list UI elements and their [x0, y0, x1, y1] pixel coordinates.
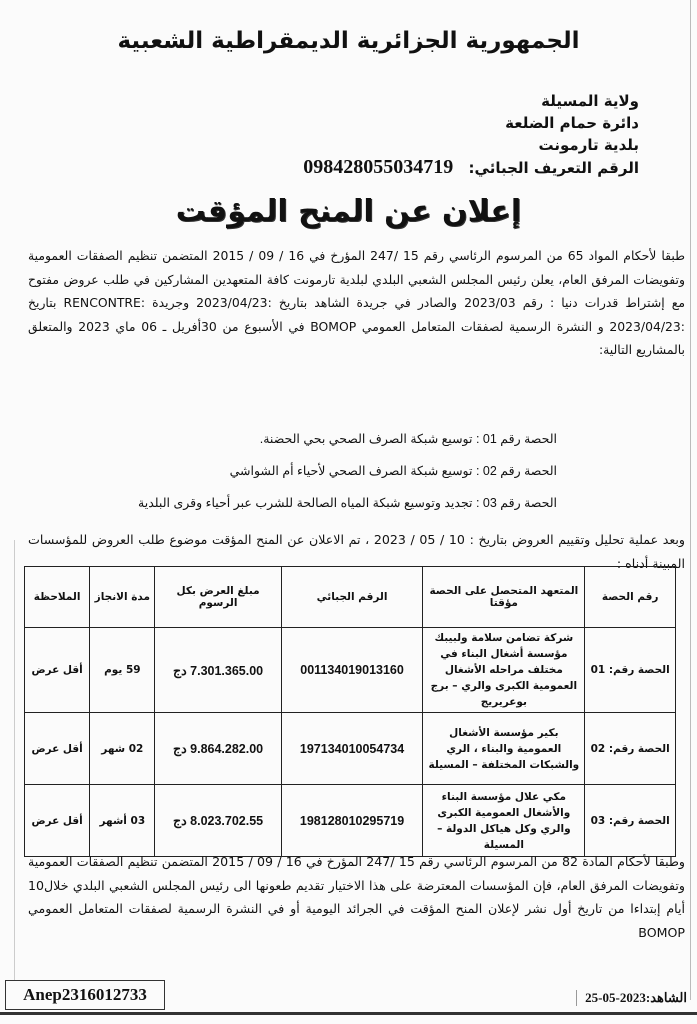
duration-cell: 02 شهر — [90, 713, 155, 785]
republic-heading: الجمهورية الجزائرية الديمقراطية الشعبية — [117, 28, 580, 54]
amount-cell: 7.301.365.00 دج — [155, 628, 281, 713]
page-edge — [690, 0, 691, 1000]
evaluation-paragraph: وبعد عملية تحليل وتقييم العروض بتاريخ : 10 / 05 / 2023 ، تم الاعلان عن المنح المؤقت موضوع طلب العروض للمؤسسات المبينة أدناه : — [28, 532, 685, 571]
tax-id-cell: 001134019013160 — [281, 628, 423, 713]
tax-id-cell: 198128010295719 — [281, 785, 423, 857]
col-lot: رقم الحصة — [585, 567, 676, 628]
lot-item: الحصة رقم 03 : تجديد وتوسيع شبكة المياه الصالحة للشرب عبر أحياء وقرى البلدية — [138, 496, 557, 510]
intro-paragraph: طبقا لأحكام المواد 65 من المرسوم الرئاسي رقم 15 /247 المؤرخ في 16 / 09 / 2015 المتضمن تنظيم الصفقات العمومية وتفويضات المرفق العام، يعلن رئيس المجلس الشعبي البلدي لبلدية تارمونت كافة المتعهدين المشاركين في طلب عروض مفتوح مع إشتراط قدرات دنيا : رقم 2023/03 والصادر في جريدة الشاهد بتاريخ :2023/04/23 وجريدة :RENCONTRE بتاريخ :2023/04/23 و النشرة الرسمية لصفقات المتعامل العمومي BOMOP في الأسبوع من 30أفريل ـ 06 ماي 2023 والمتعلق بالمشاريع التالية: — [28, 248, 685, 357]
contractor-cell: شركة تضامن سلامة ولبيبك مؤسسة أشغال البناء في مختلف مراحله الأشغال العمومية الكبرى والري – برج بوعريريج — [423, 628, 585, 713]
note-cell: أقل عرض — [25, 628, 90, 713]
lot-cell: الحصة رقم: 01 — [585, 628, 676, 713]
table-row — [25, 713, 676, 785]
contractor-cell: بكير مؤسسة الأشغال العمومية والبناء ، الري والشبكات المختلفة – المسيلة — [423, 713, 585, 785]
bottom-rule — [0, 1012, 697, 1015]
duration-cell: 59 يوم — [90, 628, 155, 713]
tax-id-line — [303, 156, 639, 179]
tax-id-value: 098428055034719 — [303, 156, 454, 178]
baladiya-line: بلدية تارمونت — [538, 136, 639, 154]
tax-id-label: الرقم التعريف الجبائي: — [468, 159, 639, 177]
announcement-title: إعلان عن المنح المؤقت — [175, 194, 522, 229]
newspaper-date: الشاهد:2023-05-25 — [576, 990, 687, 1006]
award-table — [24, 566, 676, 857]
appeal-paragraph: وطبقا لأحكام المادة 82 من المرسوم الرئاسي رقم 15 /247 المؤرخ في 16 / 09 / 2015 المتضمن تنظيم الصفقات العمومية وتفويضات المرفق العام، فإن المؤسسات المعترضة على هذا الاختيار تقديم طعونها الى رئيس المجلس الشعبي البلدي خلال10 أيام إبتداءا من تاريخ أول نشر لإعلان المنح المؤقت في الجرائد اليومية أو في النشرة الرسمية لصفقات المتعامل العمومي BOMOP — [28, 854, 686, 940]
lot-item: الحصة رقم 01 : توسيع شبكة الصرف الصحي بحي الحضنة. — [259, 432, 557, 446]
daira-line: دائرة حمام الضلعة — [505, 114, 639, 132]
col-amount: مبلغ العرض بكل الرسوم — [155, 567, 281, 628]
col-note: الملاحظة — [25, 567, 90, 628]
anep-reference: Anep2316012733 — [5, 980, 165, 1010]
amount-cell: 8.023.702.55 دج — [155, 785, 281, 857]
table-row — [25, 628, 676, 713]
page-edge — [14, 540, 15, 980]
note-cell: أقل عرض — [25, 713, 90, 785]
col-duration: مدة الانجاز — [90, 567, 155, 628]
col-contractor: المتعهد المتحصل على الحصة مؤقتا — [423, 567, 585, 628]
note-cell: أقل عرض — [25, 785, 90, 857]
lot-cell: الحصة رقم: 02 — [585, 713, 676, 785]
duration-cell: 03 أشهر — [90, 785, 155, 857]
lot-item: الحصة رقم 02 : توسيع شبكة الصرف الصحي لأحياء أم الشواشي — [229, 464, 557, 478]
issuer-block — [303, 90, 639, 179]
amount-cell: 9.864.282.00 دج — [155, 713, 281, 785]
wilaya-line: ولاية المسيلة — [541, 92, 639, 110]
lot-cell: الحصة رقم: 03 — [585, 785, 676, 857]
contractor-cell: مكي علال مؤسسة البناء والأشغال العمومية الكبرى والري وكل هياكل الدولة – المسيلة — [423, 785, 585, 857]
lots-list — [138, 423, 557, 519]
table-row — [25, 785, 676, 857]
table-header-row — [25, 567, 676, 628]
tax-id-cell: 197134010054734 — [281, 713, 423, 785]
col-tax-id: الرقم الجبائي — [281, 567, 423, 628]
